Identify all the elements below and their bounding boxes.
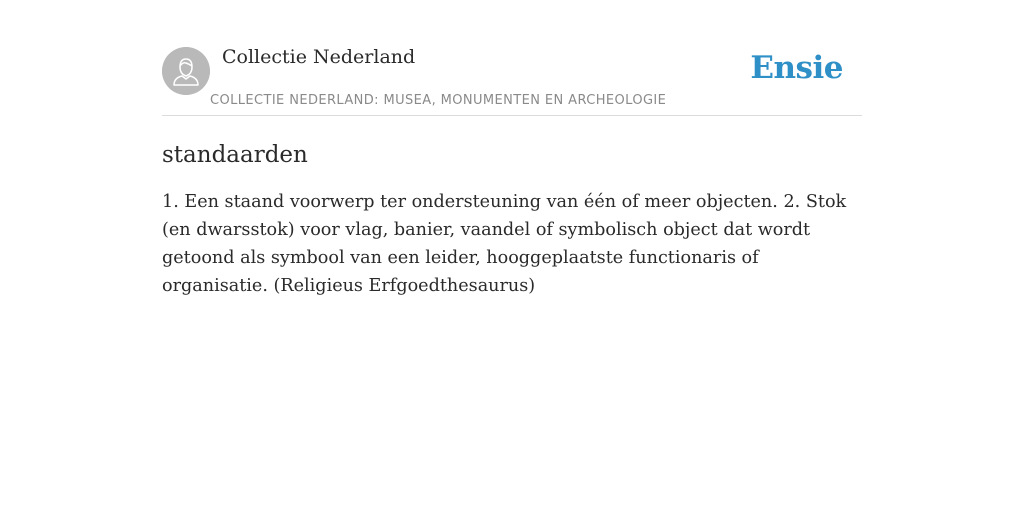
definition-card [162, 40, 862, 300]
card-header [162, 40, 862, 116]
term-title: standaarden [162, 142, 308, 168]
ensie-logo[interactable]: Ensie [750, 50, 843, 86]
author-name[interactable]: Collectie Nederland [222, 46, 416, 68]
user-silhouette-icon [162, 47, 210, 95]
definition-text: 1. Een staand voorwerp ter ondersteuning van één of meer objecten. 2. Stok (en dwarsstok) voor vlag, banier, vaandel of symbolisch object dat wordt getoond als symbool van een leider, hooggeplaatste functionaris of organisatie. (Religieus Erfgoedthesaurus) [162, 192, 847, 296]
avatar[interactable] [162, 47, 210, 95]
author-subtitle: COLLECTIE NEDERLAND: MUSEA, MONUMENTEN EN ARCHEOLOGIE [210, 93, 667, 108]
